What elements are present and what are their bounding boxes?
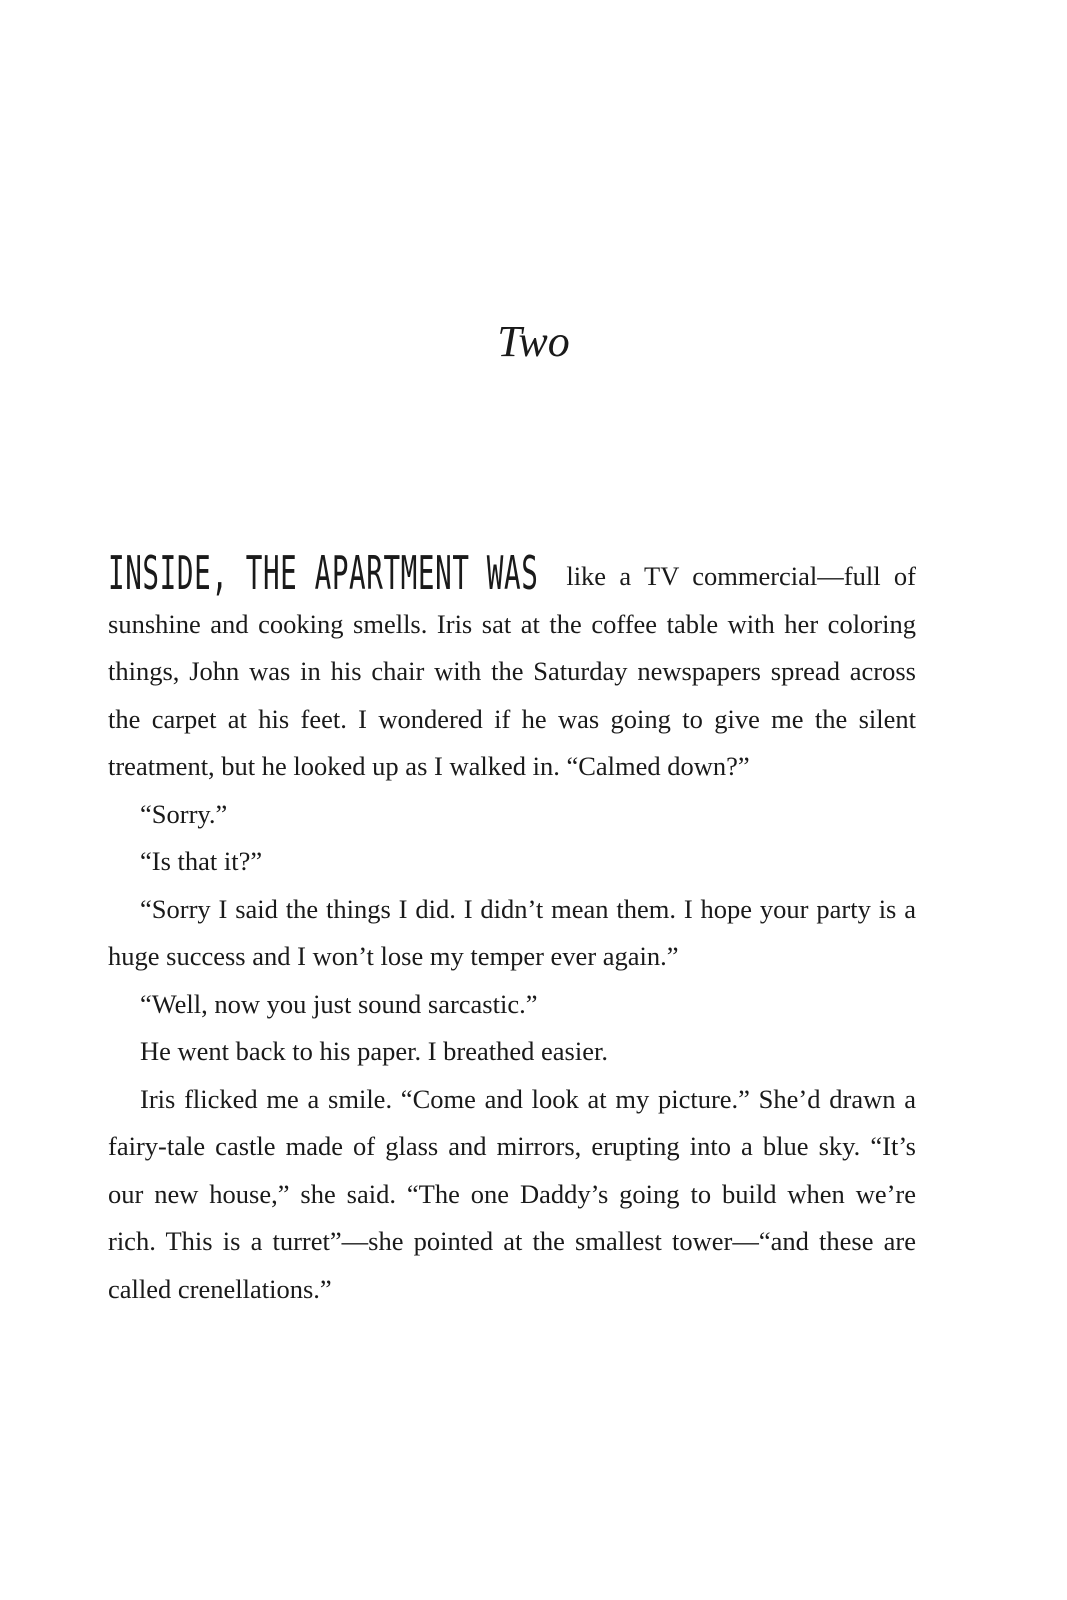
paragraph: “Sorry.” bbox=[140, 798, 228, 829]
paragraph: He went back to his paper. I breathed easier. bbox=[140, 1036, 608, 1066]
paragraph: “Is that it?” bbox=[140, 846, 263, 876]
paragraph: “Well, now you just sound sarcastic.” bbox=[140, 988, 538, 1019]
paragraph: “Sorry I said the things I did. I didn’t mean them. I hope your party is a huge success and I won’t lose my temper ever again.” bbox=[108, 893, 916, 971]
opening-words: INSIDE, THE APARTMENT WAS bbox=[108, 546, 539, 600]
opening-paragraph-text: like a TV commercial—full of sunshine and cooking smells. Iris sat at the coffee table with her coloring things, John was in his chair with the Saturday newspapers spread across the carpet at his feet. I wondered if he was going to give me the silent treatment, but he looked up as I walked in. “Calmed down?” bbox=[108, 561, 916, 781]
opening-paragraph bbox=[108, 546, 916, 791]
paragraph: Iris flicked me a smile. “Come and look at my picture.” She’d drawn a fairy-tale castle made of glass and mirrors, erupting into a blue sky. “It’s our new house,” she said. “The one Daddy’s going to build when we’re rich. This is a turret”—she pointed at the smallest tower—“and these are called crenellations.” bbox=[108, 1083, 916, 1304]
opening-words-wrap bbox=[108, 546, 553, 601]
chapter-title: Two bbox=[497, 317, 570, 366]
chapter-text bbox=[108, 546, 916, 1313]
